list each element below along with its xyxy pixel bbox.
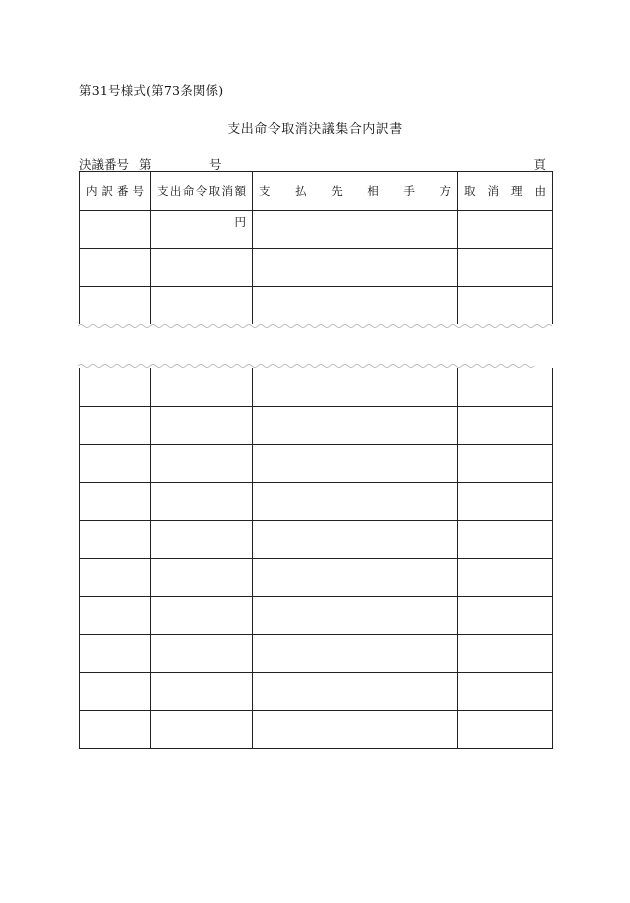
table-row <box>80 445 553 483</box>
cancel-amount-cell[interactable] <box>151 249 253 287</box>
cancel-amount-cell[interactable] <box>151 559 253 597</box>
payee-cell[interactable] <box>253 673 458 711</box>
resolution-number-label: 決議番号 <box>79 157 130 172</box>
table-row <box>80 287 553 325</box>
breakdown-number-cell[interactable] <box>80 597 151 635</box>
table-row <box>80 521 553 559</box>
cancel-reason-cell[interactable] <box>458 287 553 325</box>
table-row <box>80 407 553 445</box>
breakdown-number-cell[interactable] <box>80 368 151 407</box>
breakdown-number-cell[interactable] <box>80 521 151 559</box>
header-char: 先 <box>331 184 343 198</box>
header-cancel-reason <box>458 172 553 211</box>
header-char: 取 <box>464 184 476 198</box>
cancel-reason-cell[interactable] <box>458 597 553 635</box>
cancel-amount-cell[interactable] <box>151 445 253 483</box>
breakdown-number-cell[interactable] <box>80 445 151 483</box>
cancel-reason-cell[interactable] <box>458 445 553 483</box>
header-char: 相 <box>367 184 379 198</box>
payee-cell[interactable] <box>253 407 458 445</box>
breakdown-table-top <box>79 171 553 324</box>
header-char: 命 <box>182 184 195 198</box>
wavy-break-top <box>78 325 552 328</box>
cancel-amount-cell[interactable] <box>151 211 253 249</box>
breakdown-number-cell[interactable] <box>80 211 151 249</box>
number-prefix: 第 <box>139 157 152 172</box>
cancel-reason-cell[interactable] <box>458 211 553 249</box>
header-char: 額 <box>234 184 246 198</box>
cancel-amount-cell[interactable] <box>151 483 253 521</box>
table-row <box>80 597 553 635</box>
breakdown-number-cell[interactable] <box>80 407 151 445</box>
cancel-reason-cell[interactable] <box>458 521 553 559</box>
breakdown-table-bottom <box>79 368 553 749</box>
header-char: 方 <box>439 184 451 198</box>
breakdown-number-cell[interactable] <box>80 635 151 673</box>
header-char: 消 <box>221 184 234 198</box>
cancel-amount-cell[interactable] <box>151 711 253 749</box>
cancel-amount-cell[interactable] <box>151 368 253 407</box>
header-char: 理 <box>511 184 523 198</box>
header-payee <box>253 172 458 211</box>
cancel-amount-cell[interactable] <box>151 635 253 673</box>
header-char: 出 <box>169 184 182 198</box>
header-char: 令 <box>195 184 208 198</box>
cancel-amount-cell[interactable] <box>151 407 253 445</box>
form-number-label: 第31号様式(第73条関係) <box>79 83 224 98</box>
payee-cell[interactable] <box>253 559 458 597</box>
table-row <box>80 635 553 673</box>
payee-cell[interactable] <box>253 445 458 483</box>
header-char: 訳 <box>101 184 113 198</box>
header-char: 消 <box>487 184 499 198</box>
cancel-reason-cell[interactable] <box>458 368 553 407</box>
header-char: 取 <box>208 184 221 198</box>
cancel-reason-cell[interactable] <box>458 483 553 521</box>
payee-cell[interactable] <box>253 597 458 635</box>
header-char: 支 <box>259 184 271 198</box>
cancel-reason-cell[interactable] <box>458 249 553 287</box>
header-char: 号 <box>132 184 144 198</box>
payee-cell[interactable] <box>253 483 458 521</box>
resolution-number-row <box>79 155 546 171</box>
cancel-amount-cell[interactable] <box>151 597 253 635</box>
table-row <box>80 368 553 407</box>
page-label: 頁 <box>533 157 546 172</box>
payee-cell[interactable] <box>253 211 458 249</box>
cancel-reason-cell[interactable] <box>458 711 553 749</box>
table-header-row <box>80 172 553 211</box>
payee-cell[interactable] <box>253 287 458 325</box>
breakdown-number-cell[interactable] <box>80 711 151 749</box>
cancel-amount-cell[interactable] <box>151 287 253 325</box>
header-char: 支 <box>157 184 169 198</box>
cancel-amount-cell[interactable] <box>151 673 253 711</box>
header-char: 由 <box>534 184 546 198</box>
header-char: 番 <box>117 184 129 198</box>
header-char: 手 <box>403 184 415 198</box>
table-row <box>80 211 553 249</box>
table-row <box>80 673 553 711</box>
breakdown-number-cell[interactable] <box>80 287 151 325</box>
header-char: 内 <box>86 184 98 198</box>
table-row <box>80 711 553 749</box>
table-row <box>80 559 553 597</box>
cancel-reason-cell[interactable] <box>458 673 553 711</box>
payee-cell[interactable] <box>253 368 458 407</box>
cancel-amount-cell[interactable] <box>151 521 253 559</box>
table-row <box>80 483 553 521</box>
table-break-wavy-lines <box>78 323 552 369</box>
cancel-reason-cell[interactable] <box>458 559 553 597</box>
document-title: 支出命令取消決議集合内訳書 <box>227 122 403 137</box>
breakdown-number-cell[interactable] <box>80 483 151 521</box>
cancel-reason-cell[interactable] <box>458 407 553 445</box>
yen-unit: 円 <box>234 215 246 229</box>
payee-cell[interactable] <box>253 249 458 287</box>
breakdown-number-cell[interactable] <box>80 249 151 287</box>
number-suffix: 号 <box>209 157 222 172</box>
breakdown-number-cell[interactable] <box>80 673 151 711</box>
payee-cell[interactable] <box>253 635 458 673</box>
table-row <box>80 249 553 287</box>
payee-cell[interactable] <box>253 521 458 559</box>
cancel-reason-cell[interactable] <box>458 635 553 673</box>
header-char: 払 <box>295 184 307 198</box>
payee-cell[interactable] <box>253 711 458 749</box>
breakdown-number-cell[interactable] <box>80 559 151 597</box>
header-breakdown-number <box>80 172 151 211</box>
header-cancel-amount <box>151 172 253 211</box>
